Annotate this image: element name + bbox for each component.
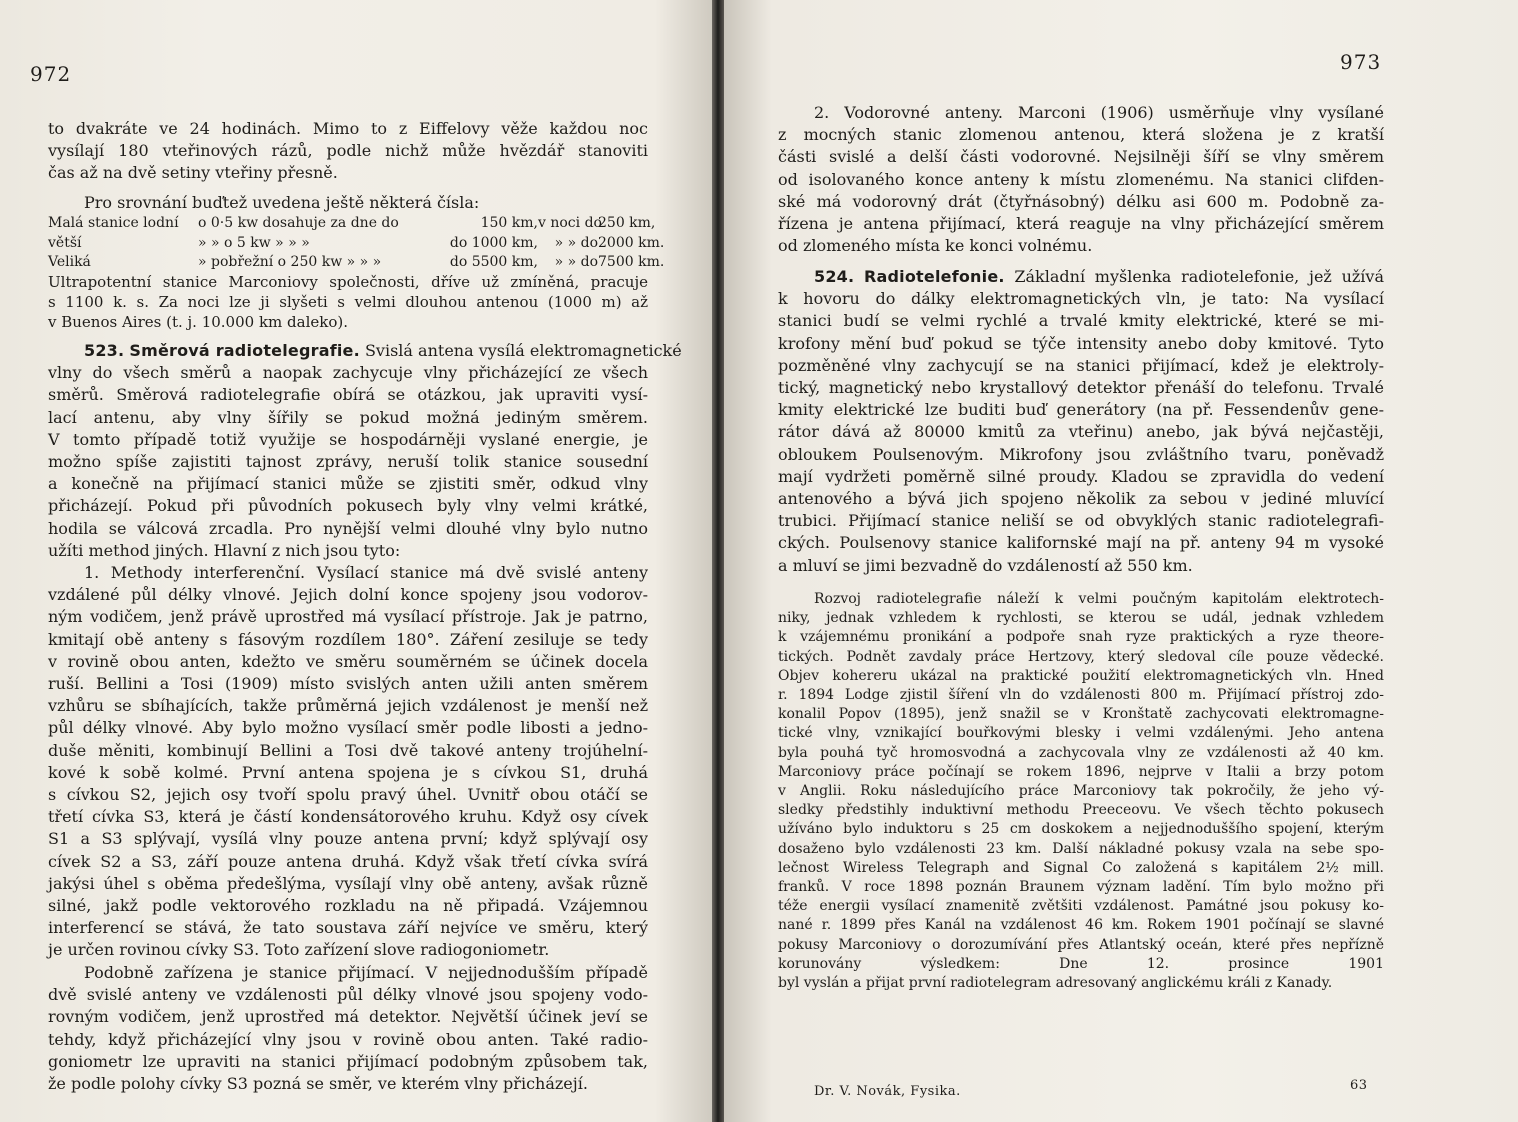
- text-line: k vzájemnému pronikání a podpoře snah ryze praktických a ryze theore-: [778, 629, 1384, 646]
- section-523-number: 523.: [84, 341, 125, 360]
- left-page: [0, 0, 712, 1122]
- text-line: antenového a bývá jich spojeno několik za sebou v jediné mluvící: [778, 489, 1384, 509]
- text-line: lečnost Wireless Telegraph and Signal Co založená s kapitálem 2½ mill.: [778, 859, 1384, 876]
- text-line: Ultrapotentní stanice Marconiovy společnosti, dříve už zmíněná, pracuje: [48, 273, 648, 291]
- text-line: trubici. Přijímací stanice neliší se od obvyklých stanic radiotelegrafi-: [778, 511, 1384, 531]
- table-cell: o 0·5 kw dosahuje za dne do: [198, 215, 399, 231]
- text-line: mají vydržeti poměrně silné proudy. Kladou se zpravidla do vedení: [778, 466, 1384, 486]
- text-line: od zlomeného místa ke konci volnému.: [778, 236, 1093, 256]
- section-523-title: Směrová radiotelegrafie.: [129, 341, 360, 360]
- text-line: třetí cívka S3, která je částí kondensátorového kruhu. Když osy cívek: [48, 807, 648, 827]
- text-line: 1. Methody interferenční. Vysílací stanice má dvě svislé anteny: [84, 563, 648, 582]
- table-cell: do 1000 km,: [449, 234, 538, 251]
- text-line: stanici budí se velmi rychlé a trvalé kmity elektrické, které se mi-: [778, 311, 1384, 331]
- section-524-body: [778, 288, 1384, 577]
- text-line: ruší. Bellini a Tosi (1909) místo svislých anten užili anten směrem: [48, 674, 648, 694]
- text-line: hodila se válcová zrcadla. Pro nynější velmi dlouhé vlny bylo nutno: [48, 518, 648, 538]
- text-line: sledky předstihly induktivní methodu Preeceovu. Ve všech těchto pokusech: [778, 802, 1384, 819]
- table-cell: do 5500 km,: [449, 254, 538, 270]
- footer-author: Dr. V. Novák, Fysika.: [814, 1084, 961, 1099]
- text-line: v Anglii. Roku následujícího práce Marconiovy tak pokročily, že jeho vý-: [778, 783, 1384, 800]
- text-line: řízena je antena přijímací, která reaguje na vlny přicházející směrem: [778, 214, 1384, 234]
- text-line: 2. Vodorovné anteny. Marconi (1906) usměrňuje vlny vysílané: [814, 103, 1384, 122]
- book-gutter: [712, 0, 724, 1122]
- table-cell: » » o 5 kw » » »: [198, 234, 310, 251]
- text-line: lací antenu, aby vlny šířily se pokud možná jediným směrem.: [48, 407, 648, 427]
- radiotelegraphy-history: [778, 590, 1384, 993]
- text-line: vlny do všech směrů a naopak zachycuje vlny přicházející ze všech: [48, 363, 648, 383]
- text-line: krofony mění buď pokud se týče intensity anebo doby kmitové. Tyto: [778, 333, 1384, 353]
- text-line: vzdálené půl délky vlnové. Jejich dolní konce spojeny jsou vodorov-: [48, 585, 648, 605]
- footer-sheet-number: 63: [1350, 1078, 1368, 1093]
- text-line: Rozvoj radiotelegrafie náleží k velmi poučným kapitolám elektrotech-: [814, 591, 1384, 607]
- text-line: tehdy, když přicházející vlny jsou v rovině obou anten. Také radio-: [48, 1029, 648, 1049]
- section-524: [778, 266, 1384, 577]
- text-line: kové k sobě kolmé. První antena spojena je s cívkou S1, druhá: [48, 762, 648, 782]
- text-line: užíti method jiných. Hlavní z nich jsou tyto:: [48, 540, 401, 560]
- text-line: vzhůru se sbíhajících, takže průměrná jejich vzdálenost je menší než: [48, 696, 648, 716]
- table-cell: » pobřežní o 250 kw » » »: [198, 254, 382, 270]
- table-row: [48, 214, 656, 234]
- text-line: a mluví se jimi bezvadně do vzdáleností až 550 km.: [778, 555, 1193, 575]
- text-line: niky, jednak vzhledem k rychlosti, se kterou se udál, jednak vzhledem: [778, 610, 1384, 627]
- text-line: rátor dává až 80000 kmitů za vteřinu) anebo, jak bývá nejčastěji,: [778, 422, 1384, 442]
- table-cell: 7500 km.: [598, 254, 665, 270]
- table-cell: » » do: [554, 234, 598, 251]
- left-para-2: [48, 192, 648, 214]
- text-line: vysílají 180 vteřinových rázů, podle nichž může hvězdář stanoviti: [48, 141, 648, 161]
- text-line: s cívkou S2, jejich osy tvoří spolu pravý úhel. Uvnitř obou otáčí se: [48, 785, 648, 805]
- text-line: silné, jakž podle vektorového rozkladu na ně připadá. Vzájemnou: [48, 896, 648, 916]
- text-line: téže energii vysílací znamenitě zvětšiti vzdálenost. Památné jsou pokusy ko-: [778, 898, 1384, 915]
- text-line: duše měniti, kombinují Bellini a Tosi dvě takové anteny trojúhelní-: [48, 740, 648, 760]
- left-last-paragraph: [48, 962, 648, 1095]
- right-para-1: [778, 102, 1384, 257]
- text-line: v rovině obou anten, kdežto ve směru souměrném se účinek docela: [48, 651, 648, 671]
- text-line: kmity elektrické lze buditi buď generátory (na př. Fessendenův gene-: [778, 400, 1384, 420]
- text-line: Objev kohereru ukázal na praktické použití elektromagnetických vln. Hned: [778, 667, 1384, 684]
- table-cell: 250 km,: [598, 215, 656, 231]
- text-line: od isolovaného konce anteny k místu zlomenému. Na stanici clifden-: [778, 169, 1384, 189]
- text-line: směrů. Směrová radiotelegrafie obírá se otázkou, jak upraviti vysí-: [48, 385, 648, 405]
- table-cell: 150 km,: [480, 215, 538, 231]
- methods-interference: [48, 562, 648, 962]
- comparison-intro: Pro srovnání buďtež uvedena ještě některá čísla:: [84, 193, 480, 212]
- text-line: byl vyslán a přijat první radiotelegram adresovaný anglickému králi z Kanady.: [778, 975, 1333, 992]
- text-line: interferencí se stává, že tato soustava září nejvíce ve směru, který: [48, 918, 648, 938]
- text-line: V tomto případě totiž využije se hospodárněji vyslané energie, je: [48, 429, 648, 449]
- text-line: tický, magnetický nebo krystallový detektor přenáší do telefonu. Trvalé: [778, 378, 1384, 398]
- text-line: to dvakráte ve 24 hodinách. Mimo to z Eiffelovy věže každou noc: [48, 119, 648, 138]
- text-line: ckých. Poulsenovy stanice kalifornské mají na př. anteny 94 m vysoké: [778, 533, 1384, 553]
- text-line: a konečně na přijímací stanici může se zjistiti směr, odkud vlny: [48, 474, 648, 494]
- text-line: obloukem Poulsenovým. Mikrofony jsou zvláštního tvaru, poněvadž: [778, 444, 1384, 464]
- text-line: r. 1894 Lodge zjistil šíření vln do vzdálenosti 800 m. Přijímací přístroj zdo-: [778, 687, 1384, 704]
- text-line: půl délky vlnové. Aby bylo možno vysílací směr podle libosti a jedno-: [48, 718, 648, 738]
- text-line: tické vlny, vznikající bouřkovými blesky i velmi vzdálenými. Jeho antena: [778, 725, 1384, 742]
- text-line: kmitají obě anteny s fásovým rozdílem 180°. Záření zesiluje se tedy: [48, 629, 648, 649]
- text-line: možno spíše zajistiti tajnost zprávy, neruší tolik stanice sousední: [48, 452, 648, 472]
- section-524-number: 524.: [814, 267, 855, 286]
- section-523-body: [48, 362, 648, 562]
- section-524-title: Radiotelefonie.: [864, 267, 1005, 286]
- text-line: rovným vodičem, jenž uprostřed má detektor. Největší účinek jeví se: [48, 1007, 648, 1027]
- left-page-number: 972: [30, 62, 72, 86]
- text-line: přicházejí. Pokud při původních pokusech byly vlny velmi krátké,: [48, 496, 648, 516]
- left-para-3: [48, 272, 648, 333]
- text-line: ské má vodorovný drát (čtyřnásobný) délku asi 600 m. Podobně za-: [778, 191, 1384, 211]
- text-line: k hovoru do dálky elektromagnetických vln, je tato: Na vysílací: [778, 289, 1384, 309]
- text-line: byla pouhá tyč hromosvodná a zachycovala vlny ze vzdálenosti až 40 km.: [778, 744, 1384, 761]
- table-cell: Veliká: [48, 254, 91, 270]
- text-line: konalil Popov (1895), jenž snažil se v Kronštatě zachycovati elektromagne-: [778, 706, 1384, 723]
- text-line: goniometr lze upraviti na stanici přijímací podobným způsobem tak,: [48, 1051, 648, 1071]
- text-line: franků. V roce 1898 poznán Braunem význam ladění. Tím bylo možno při: [778, 879, 1384, 896]
- section-524-first-line: Základní myšlenka radiotelefonie, jež užívá: [1014, 267, 1384, 286]
- right-page-number: 973: [1340, 50, 1382, 74]
- section-523-first-line: Svislá antena vysílá elektromagnetické: [364, 341, 682, 360]
- text-line: jakýsi úhel s oběma předešlýma, vysílají vlny obě anteny, avšak různě: [48, 873, 648, 893]
- right-page: [724, 0, 1518, 1122]
- text-line: části svislé a delší části vodorovné. Nejsilněji šíří se vlny směrem: [778, 147, 1384, 167]
- text-line: cívek S2 a S3, září pouze antena druhá. Když však třetí cívka svírá: [48, 851, 648, 871]
- text-line: tických. Podnět zavdaly práce Hertzovy, který sledoval cíle pouze vědecké.: [778, 648, 1384, 665]
- text-line: pokusy Marconiovy o dorozumívání přes Atlantský oceán, které přes nepřízně: [778, 936, 1384, 953]
- section-523: [48, 340, 682, 562]
- range-table: [48, 214, 665, 273]
- text-line: dosaženo bylo vzdálenosti 23 km. Další nákladné pokusy vzala na sebe spo-: [778, 840, 1384, 857]
- text-line: s 1100 k. s. Za noci lze ji slyšeti s velmi dlouhou antenou (1000 m) až: [48, 293, 648, 312]
- text-line: korunovány výsledkem: Dne 12. prosince 1901: [778, 955, 1384, 972]
- text-line: nané r. 1899 přes Kanál na vzdálenost 46 km. Rokem 1901 počínají se slavné: [778, 917, 1384, 934]
- table-row: [48, 253, 665, 273]
- text-line: že podle polohy cívky S3 pozná se směr, ve kterém vlny přicházejí.: [48, 1074, 588, 1094]
- text-line: je určen rovinou cívky S3. Toto zařízení slove radiogoniometr.: [48, 940, 550, 960]
- text-line: užíváno bylo induktoru s 25 cm doskokem a nejjednoduššího spojení, kterým: [778, 821, 1384, 838]
- table-cell: Malá stanice lodní: [48, 215, 179, 231]
- text-line: S1 a S3 splývají, vysílá vlny pouze antena první; když splývají osy: [48, 829, 648, 849]
- table-cell: » » do: [554, 254, 598, 270]
- text-line: z mocných stanic zlomenou antenou, která složena je z kratší: [778, 125, 1384, 145]
- table-cell: v noci do: [538, 215, 602, 231]
- text-line: Marconiovy práce počínají se rokem 1896, nejprve v Italii a brzy potom: [778, 763, 1384, 780]
- text-line: v Buenos Aires (t. j. 10.000 km daleko).: [48, 313, 348, 332]
- text-line: dvě svislé anteny ve vzdálenosti půl délky vlnové jsou spojeny vodo-: [48, 985, 648, 1005]
- text-line: ným vodičem, jenž právě uprostřed má vysílací přístroje. Jak je patrno,: [48, 607, 648, 627]
- text-line: pozměněné vlny zachycují se na stanici přijímací, kdež je elektroly-: [778, 355, 1384, 375]
- table-cell: větší: [48, 234, 82, 251]
- table-cell: 2000 km.: [598, 234, 665, 251]
- left-para-1: [48, 118, 648, 185]
- text-line: Podobně zařízena je stanice přijímací. V nejjednodušším případě: [84, 963, 648, 982]
- table-row: [48, 234, 665, 254]
- text-line: čas až na dvě setiny vteřiny přesně.: [48, 163, 338, 183]
